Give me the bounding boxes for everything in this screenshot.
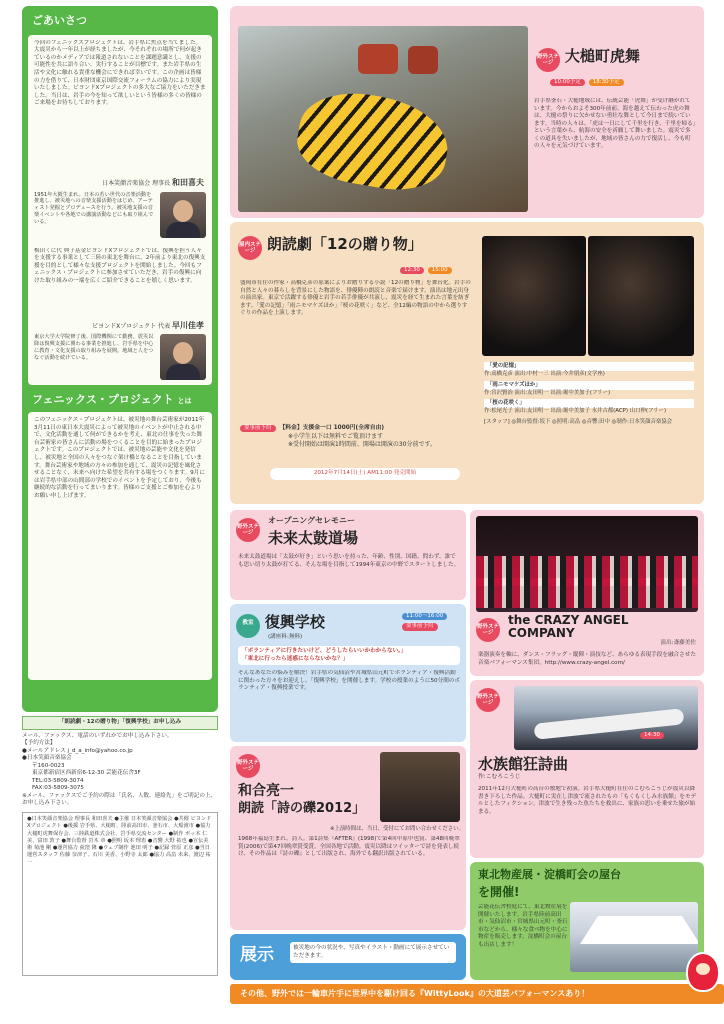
portrait-photo <box>160 334 206 380</box>
phoenix-title-main: フェニックス・プロジェクト <box>32 393 174 407</box>
stage-badge: 野外ステージ <box>236 518 260 542</box>
school-title: 復興学校 <box>264 613 325 631</box>
contact-postal: 〒160-0023 <box>32 762 65 769</box>
school-title-note: (講座料:無料) <box>268 634 303 640</box>
drama-release: 2012年7月14日(土) AM11:00 発売開始 <box>270 468 460 480</box>
greeting-body: 今回のフェニックスプロジェクトは、岩手県に焦点を当てました。大震災から一年以上が経ちましたが、今それぞれの場所で何が起きているのかメディアでは報道されないことを課題意識とし、支援の可能性を共に語り合い、実行することが目標です。また岩手県の生活や文化に触れる貴重な機会にできれば幸いです。この企画は皆様の力を借りて、日本財団東京国際交流フォーラムの協力により実現いたしました。ビヨンドXプロジェクトの多大なご協力をいただきました。当日は、岩手の今を知って欲しいという皆様の多くの皆様のご来場をお待ちしております。 <box>34 39 206 107</box>
crazy-badge-wrap <box>476 618 500 642</box>
greeting2-body: 梅田くに代 典子基金ビヨンドXプロジェクトでは、復興を担う人々を支援する事業として三陸の東北を舞台に、2年前より東北の復興支援を目的として様々な支援プロジェクトを開始しました。今回もフェニックス・プロジェクトに参加させていただき、岩手の復興に向けた取り組みの一端を広くご紹介できることを嬉しく思います。 <box>34 247 206 284</box>
crowd-row <box>476 578 698 608</box>
reading-note: ※上演時間は、当日、受付にてお問い合わせください。 <box>330 826 464 832</box>
crazy-card <box>470 510 704 676</box>
greeting-title: ごあいさつ <box>32 14 87 27</box>
drama-card <box>230 222 704 504</box>
school-question: 「ボランティアに行きたいけど、どうしたらいいかわからない。」 <box>242 648 407 654</box>
stage-badge: 野外ステージ <box>476 688 500 712</box>
drama-cast <box>484 362 694 426</box>
contact-header: 「朗読劇・12の贈り物」「復興学校」お申し込み <box>22 716 218 730</box>
reading-title-line1: 和合亮一 <box>238 783 294 799</box>
tiger-title: 大槌町虎舞 <box>564 47 640 65</box>
time-pill: 18:30予定 <box>589 79 624 86</box>
drama-fee-text: 【料金】支援金一口 1000円(全席自由) <box>279 425 385 431</box>
drum-shape <box>358 44 398 74</box>
contact-address: 東京都新宿区西新宿6-12-30 芸能花伝舎3F <box>32 770 141 777</box>
drama-header <box>238 234 423 260</box>
market-card <box>470 862 704 980</box>
greeting-panel <box>28 35 212 386</box>
greeting2-signature <box>36 321 204 332</box>
taiko-header <box>236 518 260 542</box>
phoenix-body: このフェニックス・プロジェクトは、被災地の舞台芸術家が2011年3月11日の東日本大震災によって被災地のイベントが中止される中で、文化活動を通して何ができるかを考え、東北の仕事を失った舞台芸術家の皆さんに活動の場をつくることを目的に始まったプロジェクトです。このプロジェクトでは、被災地の芸能や文化を発信し、被災地と全国の人々をつなぐ架け橋となることを目指しています。舞台芸術家や地域の方々の参加を通して、震災の記憶を風化させることなく、未来へ向けた希望を共有する場をつくります。9月には岩手県中部の山間部の学校でのイベントを予定しており、今後も継続的な活動を行ってまいります。皆様のご支援とご参加を心よりお願い申し上げます。 <box>28 412 212 680</box>
contact-note: ※メール、ファックスでご予約の際は「氏名、人数、連絡先」をご明記の上、お申し込み下さい。 <box>22 792 217 807</box>
drama-body: 盛岡市在住の作家・高橋克彦の原案によりお贈りする小説「12の贈り物」を舞台化。岩手の自然と人々の暮らしを背景にした物語を、俳優陣の朗読と音楽で届けます。演出は地元出身の演出家。東京で活躍する俳優と岩手の若手俳優が共演し、震災を経て生まれた言葉を紡ぎます。「愛の記憶」「雨ニモマケズほか」「桜の花咲く」など、全12編の物語の中から選りすぐりの作品を上演します。 <box>240 280 471 317</box>
tiger-header <box>536 46 696 72</box>
cast-credits: 作:高橋克彦 演出:中村一三 出演:今井朋彦(文学座) <box>484 371 605 378</box>
footer-banner: その他、野外では一輪車片手に世界中を駆け回る『WittyLook』の大道芸パフォーマンスあり！ <box>230 984 724 1004</box>
portrait-photo <box>160 192 206 238</box>
contact-method: 【予約方法】 <box>22 740 56 747</box>
school-question: 「東北に行ったら迷惑にならないかな？」 <box>242 655 349 662</box>
contact-intro: メール、ファックス、電話のいずれかでお申し込み下さい。 <box>22 732 173 739</box>
aquarium-title: 水族館狂詩曲 <box>478 755 569 773</box>
reading-badge-wrap <box>236 754 260 778</box>
greeting2-bio-text: 東京大学大学院修了後、国際機関にて勤務。震災以降は復興支援に関わる事業を推進し、岩手県を中心に教育・文化支援の取り組みを展開。地域と人をつなぐ活動を続けている。 <box>34 334 154 361</box>
market-photo <box>570 902 698 972</box>
actor-photo <box>482 236 586 356</box>
market-body: 芸能花伝舎校庭にて、東北物産展を開催いたします。岩手県陸前高田市・気仙沼市・宮城県山元町・釜石市などから、様々な食べ物を中心に物産を販売します。淀橋町会の屋台も出店します！ <box>478 904 568 948</box>
greeting-bio-text: 1951年大阪生まれ。日本の若い世代の音楽活動を推進し、被災地への音楽支援活動をはじめ、アーティスト発掘とプロデュースを行う。被災地支援の音楽イベントや各地での講演活動などにも取り組んでいる。 <box>34 191 154 225</box>
aquarium-author: 作:こむろこうじ <box>478 774 521 780</box>
tiger-card <box>230 6 704 218</box>
school-card <box>230 604 466 742</box>
tiger-times <box>550 78 626 86</box>
exhibit-card <box>230 934 466 980</box>
tiger-photo <box>238 26 528 212</box>
drama-fee-note2: ※受付開始は開演1時間前、開場は開演の30分前です。 <box>288 440 437 448</box>
cast-credits: 作:宮沢賢治 演出:友田明一 出演:堀中美加子(フリー) <box>484 389 611 396</box>
greeting-signature-title: 日本笑顔音楽協会 理事長 <box>102 179 171 187</box>
contact-section <box>22 716 218 1000</box>
drum-shape <box>408 46 438 74</box>
reading-title-line2: 朗読「詩の礫2012」 <box>238 801 366 816</box>
cast-title: 「雨ニモマケズほか」 <box>484 381 694 390</box>
cast-credits: 作:松尾光子 演出:友田明一 出演:堀中美加子 永井古都(ACP) 山口伸(フリー) <box>484 408 667 415</box>
crazy-body: 楽器演奏を軸に、ダンス・フラッグ・縦陣・演技など、あらゆる表現手段を融合させた音楽パフォーマンス集団。http://www.crazy-angel.com/ <box>478 652 696 666</box>
crazy-photo <box>476 516 698 612</box>
market-title-line1: 東北物産展・淀橋町会の屋台 <box>478 868 621 881</box>
school-questions <box>238 646 460 665</box>
aquarium-body: 2011年12月大槌町の高台の敷地で初演。岩手県大槌町在住のこむろこうじが震災以降書き下ろした作品。大槌町に実在し津波で流されたもの「もくもくしみ水族館」をモデルとしたフィクション。津波で生き残った魚たちを救出に、家族の思いを乗せた旅が始まる。 <box>478 786 697 815</box>
greeting2-signature-title: ビヨンドXプロジェクト 代表 <box>92 322 171 330</box>
contact-email[interactable]: ●メールアドレス j_d_a_info@yahoo.co.jp <box>22 747 133 754</box>
actress-photo <box>588 236 694 356</box>
contact-fax: FAX:03-5809-3075 <box>32 785 84 792</box>
time-pill: 15:00 <box>428 267 452 274</box>
tiger-head-shape <box>291 84 454 199</box>
greeting-bio <box>34 192 206 238</box>
taiko-title: 未来太鼓道場 <box>268 529 359 547</box>
tent-shape <box>580 916 698 944</box>
drama-fee-note1: ※小学生以下は無料でご覧頂けます <box>288 432 384 440</box>
poet-photo <box>380 752 460 822</box>
time-pill: 11:00～16:00 <box>402 613 447 620</box>
drama-staff: [スタッフ] ◎舞台監督:坂下 ◎照明:高畠 ◎音響:田中 ◎制作:日本笑顔音楽協会 <box>484 418 673 425</box>
greeting2-bio <box>34 334 206 380</box>
reading-body: 1968年福島生まれ。詩人。第1詩集『AFTER』(1998)で第4回中原中也賞、第48回晩翠賞(2006)で第47回晩翠賞受賞。全国各地で活動。震災以降はツイッターで詩を発表し続け、その作品は『詩の礫』として出版され、海外でも翻訳出版されている。 <box>238 836 460 858</box>
taiko-body: 未来太鼓道場は「太鼓が好き」という思いを持った、年齢、性別、国籍、問わず、誰でも思い切り太鼓が打てる、そんな場を目指して1994年東京の中野でスタートしました。 <box>238 554 460 568</box>
aquarium-card <box>470 680 704 858</box>
crazy-director: 演出:斎藤美佐 <box>660 640 696 646</box>
exhibit-title: 展示 <box>240 945 274 965</box>
crazy-title: the CRAZY ANGEL COMPANY <box>508 613 629 640</box>
stage-badge: 教室 <box>236 614 260 638</box>
cast-title: 「桜の花咲く」 <box>484 399 694 408</box>
tiger-body: 岩手県釜石・大槌地域には、伝統芸能「虎舞」が受け継がれています。今からおよそ300年前前、海を越えて伝わった虎の舞は、大槌の祭りに欠かせない勇壮な舞として今日まで続いています。当時の人々は、「虎は一日にして千里を行き、千里を帰る」という言葉から、航海の安全を祈願して舞いました。震災で多くの道具を失いましたが、地域の皆さんの力で復活し、今も町の人々を元気づけています。 <box>534 98 696 150</box>
daruma-mascot-icon <box>686 952 720 992</box>
taiko-card <box>230 510 466 600</box>
stage-badge: 野外ステージ <box>476 618 500 642</box>
exhibit-body: 被災地の今の状況や、写真やイラスト・動画にて展示させていただきます。 <box>290 942 456 963</box>
drama-times <box>400 266 454 274</box>
time-pill: 10:00予定 <box>550 79 585 86</box>
contact-org: ●日本笑顔音楽協会 <box>22 755 72 762</box>
greeting2-signature-name: 早川佳孝 <box>172 320 204 330</box>
phoenix-title <box>32 393 212 408</box>
cast-title: 「愛の記憶」 <box>484 362 694 371</box>
reserve-pill: 要事前予約 <box>240 425 276 432</box>
stage-badge: 野外ステージ <box>536 48 560 72</box>
stage-badge: 野外ステージ <box>236 754 260 778</box>
reading-card <box>230 746 466 930</box>
school-body: そんなあなたの悩みを解決！岩手県の気仙沼や宮城県山元町でボランティア・復興活動に関わった方々をお迎えし、「復興学校」を開催します。学校の授業のように50分間のボランティア・復興授業です。 <box>238 670 460 692</box>
market-title-line2: を開催! <box>478 885 520 899</box>
staff-credits: ●日本笑顔音楽協会 理事長 和田喜夫 ●主催 日本笑顔音楽協会 ●共催 ビヨンドXプロジェクト ●後援 岩手県、大槌町、陸前高田市、釜石市、大船渡市 ●協力 大槌町虎舞保存会、三陸鉄道株式会社、岩手県交流センター ●制作 ポッ木 仁美、富田 敦子 ●舞台監督 岩木 章 ●照明 坂本 理恵 ●音響 大野 拓也 ●宣伝美術 菊池 剛 ●運営協力 荻窪 隆 ●ウェブ制作 池田 明子 ●記録 菅原 正彦 ●当日運営スタッフ 佐藤 奈津子、石川 美香、小野寺 太郎 ●協力 高畠 未来、渡辺 祐一 <box>22 812 218 976</box>
time-pill: 12:30 <box>400 267 424 274</box>
time-pill: 14:30 <box>640 732 664 739</box>
left-column <box>22 6 218 712</box>
aquarium-badge-wrap <box>476 688 500 712</box>
greeting-signature <box>36 178 204 189</box>
phoenix-title-suffix: とは <box>177 397 192 406</box>
contact-tel: TEL:03-5809-3074 <box>32 777 84 784</box>
stage-badge: 屋内ステージ <box>238 236 262 260</box>
reserve-pill: 要事前予約 <box>402 623 438 630</box>
greeting-signature-name: 和田喜夫 <box>172 177 204 187</box>
aquarium-photo <box>514 686 698 750</box>
school-time-box <box>402 612 466 631</box>
drama-title: 朗読劇「12の贈り物」 <box>266 235 423 253</box>
drama-fee <box>240 424 472 449</box>
taiko-subtitle: オープニングセレモニー <box>268 516 356 525</box>
